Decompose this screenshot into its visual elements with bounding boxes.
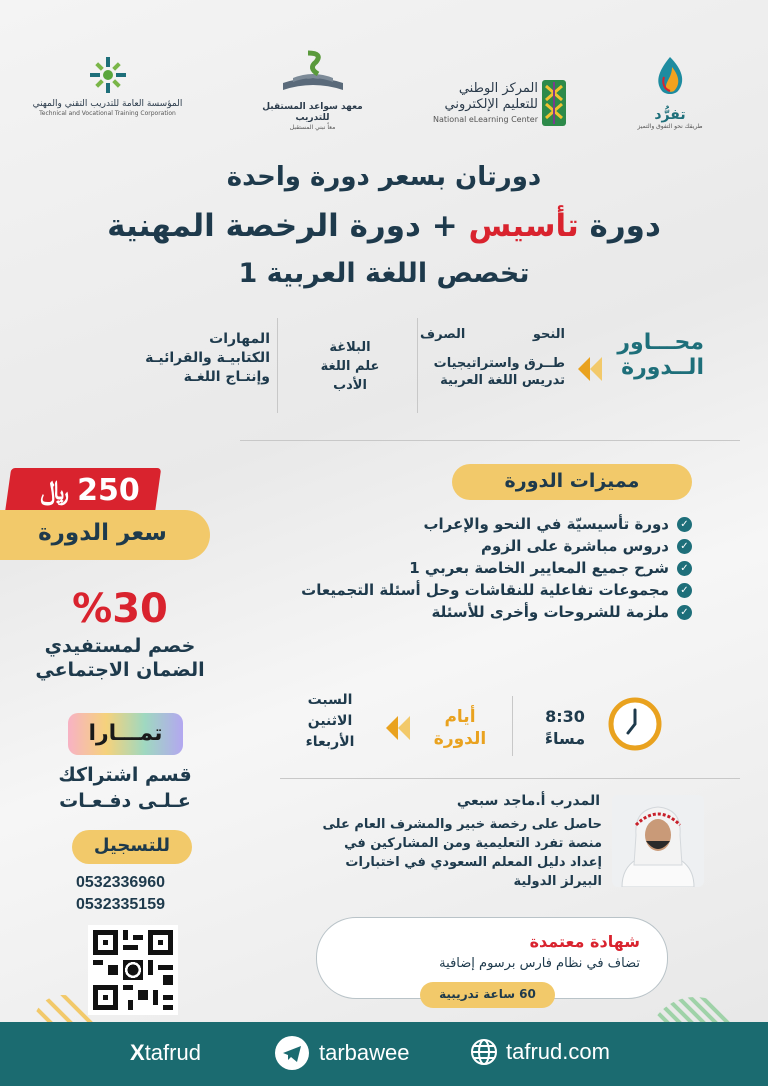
phone-number[interactable]: 0532336960 [76, 874, 165, 891]
certificate-note: تضاف في نظام فارس برسوم إضافية [439, 956, 640, 971]
tafrud-logo [630, 55, 710, 130]
axes-col2 [290, 338, 410, 395]
discount-text [10, 634, 230, 682]
register-title: للتسجيل [93, 835, 171, 856]
nelc-emblem-icon [542, 80, 566, 126]
days-arrow-icon [386, 716, 398, 740]
tafrud-name: تفرُّد [654, 107, 686, 123]
footer-telegram-link[interactable] [275, 1036, 410, 1070]
time-value: 8:30 [545, 707, 585, 726]
axes-col2-l3: الأدب [333, 378, 367, 393]
web-address: tafrud.com [506, 1039, 610, 1065]
trainer-photo [612, 795, 704, 887]
footer-x-link[interactable] [130, 1040, 201, 1066]
x-icon: X [130, 1040, 145, 1065]
tvtc-name-ar: المؤسسة العامة للتدريب التقني والمهني [32, 99, 183, 109]
headline-line1: دورتان بسعر دورة واحدة [226, 162, 542, 192]
footer-web-link[interactable] [470, 1038, 610, 1066]
axes-title-1: محـــاور [617, 330, 704, 355]
schedule-time [530, 706, 600, 750]
institute-logo [255, 48, 370, 131]
tafrud-slogan: طريقك نحو التفوق والتميز [637, 123, 703, 130]
schedule-divider [512, 696, 513, 756]
certificate-title: شهادة معتمدة [529, 932, 640, 951]
headline-line2 [0, 208, 768, 244]
institute-name: معهد سواعد المستقبل للتدريب [262, 102, 363, 123]
telegram-handle: tarbawee [319, 1040, 410, 1065]
axes-col3-l1: المهارات [209, 331, 270, 347]
price-label: سعر الدورة [38, 520, 167, 546]
axes-arrow-icon [578, 357, 590, 381]
currency-icon: ﷼ [40, 476, 70, 506]
tamara-l1: قسم اشتراكك [58, 764, 192, 786]
discount-l2: الضمان الاجتماعي [35, 659, 205, 681]
feature-item [212, 601, 692, 623]
day-item: الاثنين [307, 713, 353, 729]
headline-accent: تأسيس [468, 208, 579, 244]
feature-text: مجموعات تفاعلية للنقاشات وحل أسئلة التجميعات [301, 581, 669, 599]
check-icon: ✓ [677, 605, 692, 620]
feature-item [212, 535, 692, 557]
days-title [420, 706, 500, 750]
feature-item [212, 579, 692, 601]
tamara-l2: عـلـى دفـعـات [59, 790, 191, 812]
headline-line2-a: دورة [578, 208, 661, 244]
days-list [285, 690, 375, 753]
features-list [212, 513, 692, 623]
axes-col3-l3: وإنتـاج اللغـة [183, 369, 270, 385]
tamara-logo[interactable]: تمـــارا [68, 713, 183, 755]
trainer-bio [296, 815, 602, 891]
clock-icon [608, 697, 662, 751]
headline-line2-b: + دورة الرخصة المهنية [107, 208, 469, 244]
price-amount-row [25, 470, 155, 512]
axes-col2-l2: علم اللغة [320, 359, 380, 374]
nelc-name-ar-1: المركز الوطني [458, 81, 538, 96]
certificate-hours: 60 ساعة تدريبية [439, 987, 536, 1001]
day-item: الأربعاء [305, 734, 355, 750]
axes-divider-2 [277, 318, 278, 413]
discount-l1: خصم لمستفيدي [44, 635, 196, 657]
axes-title-2: الــدورة [621, 355, 704, 380]
axes-title [604, 330, 704, 380]
axes-col1-t2: الصرف [420, 327, 466, 342]
institute-book-icon [278, 48, 348, 98]
price-amount: 250 [77, 473, 140, 508]
axes-col1-l1: طــرق واستراتيجيات [433, 356, 565, 371]
feature-text: ملزمة للشروحات وأخرى للأسئلة [431, 603, 669, 621]
trainer-name: المدرب أ.ماجد سبعي [456, 793, 600, 809]
nelc-name-en: National eLearning Center [433, 115, 538, 124]
trainer-bio-line: إعداد دليل المعلم السعودي في اختبارات [345, 855, 602, 870]
axes-col1-topics [420, 326, 565, 343]
days-title-1: أيام [444, 707, 476, 727]
nelc-logo [430, 75, 570, 135]
headline-line3: تخصص اللغة العربية 1 [238, 258, 530, 289]
globe-icon [470, 1038, 498, 1066]
tamara-text [30, 762, 220, 814]
feature-item [212, 557, 692, 579]
feature-text: دروس مباشرة على الزوم [481, 537, 669, 555]
axes-col2-l1: البلاغة [329, 340, 371, 355]
phone-number[interactable]: 0532335159 [76, 896, 165, 913]
days-arrow-icon-2 [398, 716, 410, 740]
features-title: مميزات الدورة [504, 470, 640, 492]
nelc-name-ar-2: للتعليم الإلكتروني [444, 97, 538, 112]
discount-percent: %30 [72, 586, 168, 632]
axes-arrow-icon-2 [590, 357, 602, 381]
telegram-icon [275, 1036, 309, 1070]
days-title-2: الدورة [433, 729, 487, 749]
tafrud-flame-icon [650, 55, 690, 103]
axes-col3 [110, 330, 270, 387]
axes-divider-1 [417, 318, 418, 413]
feature-item [212, 513, 692, 535]
time-period: مساءً [544, 729, 586, 748]
axes-col1-t1: النحو [532, 327, 565, 342]
check-icon: ✓ [677, 539, 692, 554]
check-icon: ✓ [677, 517, 692, 532]
day-item: السبت [307, 692, 353, 708]
check-icon: ✓ [677, 561, 692, 576]
axes-bottom-divider [240, 440, 740, 441]
trainer-bio-line: منصة تفرد التعليمية ومن المشاركين في [344, 836, 602, 851]
phone-list [76, 872, 165, 916]
axes-col3-l2: الكتابيـة والقرائيـة [145, 350, 270, 366]
qr-code-icon[interactable] [88, 925, 178, 1015]
feature-text: شرح جميع المعايير الخاصة بعربي 1 [409, 559, 669, 577]
tvtc-name-en: Technical and Vocational Training Corporation [39, 110, 176, 117]
institute-slogan: معاً نبني المستقبل [289, 124, 336, 131]
trainer-bio-line: البيرلز الدولية [513, 874, 602, 889]
check-icon: ✓ [677, 583, 692, 598]
schedule-bottom-divider [280, 778, 740, 779]
trainer-bio-line: حاصل على رخصة خبير والمشرف العام على [322, 817, 602, 832]
tvtc-emblem-icon [88, 55, 128, 95]
feature-text: دورة تأسيسيّة في النحو والإعراب [423, 515, 669, 533]
tvtc-logo [25, 55, 190, 117]
axes-col1 [420, 326, 565, 389]
x-handle: tafrud [144, 1040, 201, 1065]
axes-col1-l2: تدريس اللغة العربية [440, 373, 565, 388]
